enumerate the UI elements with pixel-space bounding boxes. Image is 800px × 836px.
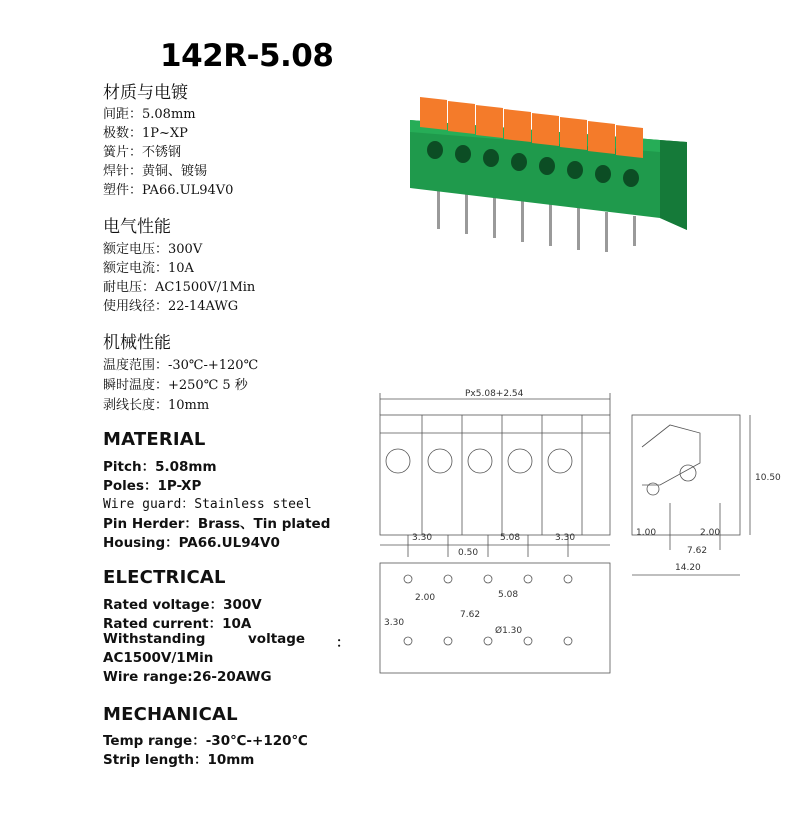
cn-electrical-line: 额定电流：10A <box>103 261 194 276</box>
en-strip-length: Strip length：10mm <box>103 752 255 768</box>
side-total: 14.20 <box>675 563 701 573</box>
cn-mechanical-line: 瞬时温度：+250℃ 5 秒 <box>103 378 248 393</box>
cn-material-line: 极数：1P~XP <box>103 126 188 141</box>
front-view-holes <box>386 449 572 473</box>
en-wire-guard: Wire guard：Stainless steel <box>103 497 312 512</box>
pcb-edge: 3.30 <box>384 618 405 628</box>
pcb-layout <box>380 563 610 673</box>
side-a: 1.00 <box>636 528 657 538</box>
cn-material-heading: 材质与电镀 <box>103 83 188 103</box>
side-b: 2.00 <box>700 528 721 538</box>
en-mechanical-heading: MECHANICAL <box>103 704 238 725</box>
en-withstanding-value: AC1500V/1Min <box>103 650 214 666</box>
cn-material-line: 焊针：黄铜、镀锡 <box>103 164 208 179</box>
en-material-heading: MATERIAL <box>103 429 206 450</box>
cn-electrical-line: 耐电压：AC1500V/1Min <box>103 280 256 295</box>
en-pin-header: Pin Herder：Brass、Tin plated <box>103 516 331 532</box>
cn-material-line: 簧片：不锈钢 <box>103 145 182 160</box>
cn-mechanical-heading: 机械性能 <box>103 333 171 353</box>
en-withstanding-label: Withstanding <box>103 631 206 647</box>
terminal-block-photo <box>405 92 695 252</box>
en-wire-range: Wire range:26-20AWG <box>103 669 272 685</box>
en-withstanding-label: voltage <box>248 631 306 647</box>
front-width-label: Px5.08+2.54 <box>465 389 524 399</box>
en-pitch: Pitch：5.08mm <box>103 459 217 475</box>
cn-mechanical-line: 温度范围：-30℃-+120℃ <box>103 358 259 373</box>
technical-drawing <box>370 385 790 685</box>
en-withstanding-colon: ： <box>336 635 350 651</box>
cn-mechanical-line: 剥线长度：10mm <box>103 398 210 413</box>
en-electrical-heading: ELECTRICAL <box>103 567 226 588</box>
en-housing: Housing：PA66.UL94V0 <box>103 535 280 551</box>
cn-electrical-line: 额定电压：300V <box>103 242 203 257</box>
front-height-right: 3.30 <box>555 533 576 543</box>
en-rated-current: Rated current：10A <box>103 616 252 632</box>
pcb-pitch: 5.08 <box>498 590 519 600</box>
cn-electrical-heading: 电气性能 <box>103 217 171 237</box>
pcb-hole: Ø1.30 <box>495 626 523 636</box>
pcb-row-gap: 2.00 <box>415 593 436 603</box>
front-pin-offset: 3.30 <box>412 533 433 543</box>
en-poles: Poles：1P-XP <box>103 478 202 494</box>
front-pitch: 5.08 <box>500 533 521 543</box>
en-temp-range: Temp range：-30℃-+120℃ <box>103 733 308 749</box>
side-height: 10.50 <box>755 473 781 483</box>
pcb-row-pitch: 7.62 <box>460 610 481 620</box>
en-rated-voltage: Rated voltage：300V <box>103 597 262 613</box>
side-c: 7.62 <box>687 546 708 556</box>
cn-material-line: 塑件：PA66.UL94V0 <box>103 183 234 198</box>
cn-material-line: 间距：5.08mm <box>103 107 196 122</box>
cn-electrical-line: 使用线径：22-14AWG <box>103 299 239 314</box>
page-title: 142R-5.08 <box>160 38 334 74</box>
front-pin-width: 0.50 <box>458 548 479 558</box>
